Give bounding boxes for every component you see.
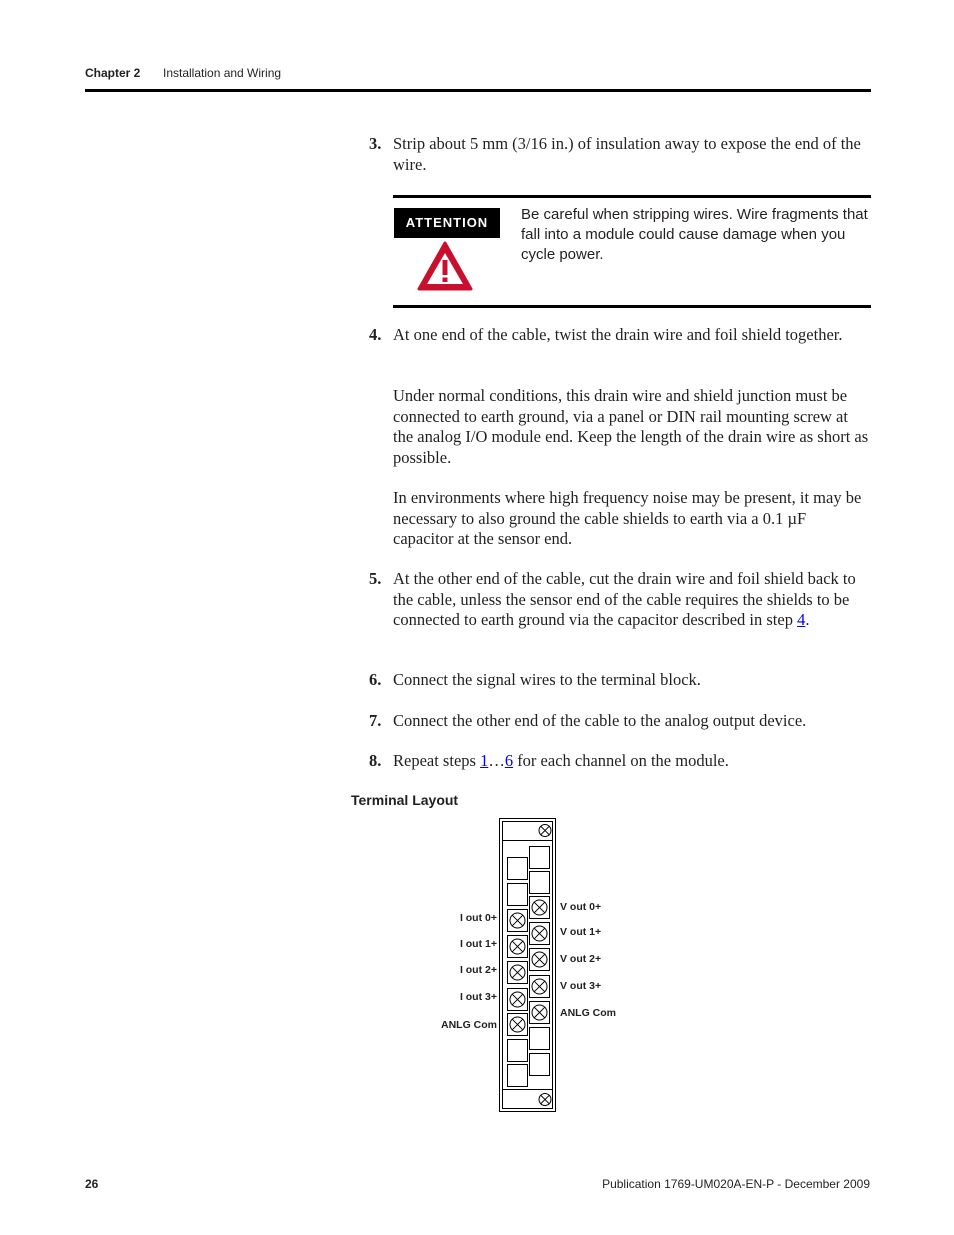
terminal-label-right: V out 2+ — [560, 953, 602, 965]
attention-text: Be careful when stripping wires. Wire fragments that fall into a module could cause damage when you cycle power. — [521, 206, 868, 263]
bottom-screw-icon — [539, 1094, 551, 1106]
terminal-label-right: ANLG Com — [560, 1007, 616, 1019]
terminal-screw-i-out-0 — [508, 910, 528, 932]
empty-terminal-slot — [530, 847, 550, 869]
step-text-part: … — [488, 751, 505, 770]
terminal-label-right: V out 0+ — [560, 901, 602, 913]
attention-badge: ATTENTION — [394, 208, 500, 238]
step-6 — [369, 670, 869, 691]
terminal-label-right: V out 1+ — [560, 926, 602, 938]
terminal-screw-i-out-2 — [508, 962, 528, 984]
step-number: 7. — [369, 711, 382, 730]
step-number: 6. — [369, 670, 382, 689]
empty-terminal-slot — [508, 1065, 528, 1087]
terminal-label-right: V out 3+ — [560, 980, 602, 992]
step-number: 3. — [369, 134, 382, 153]
terminal-label-left: I out 3+ — [459, 991, 497, 1003]
step-4-link[interactable]: 4 — [797, 610, 806, 629]
step-text: At one end of the cable, twist the drain wire and foil shield together. — [393, 325, 843, 344]
warning-triangle-icon — [416, 240, 474, 292]
step-number: 8. — [369, 751, 382, 770]
top-screw-icon — [539, 825, 551, 837]
terminal-block-outline — [500, 819, 556, 1112]
step-text: Connect the other end of the cable to the analog output device. — [393, 711, 807, 730]
terminal-screw-v-out-2 — [530, 949, 550, 971]
step-7 — [369, 711, 869, 732]
step-3 — [369, 134, 869, 175]
terminal-label-left: I out 0+ — [459, 912, 497, 924]
terminal-screw-i-out-1 — [508, 936, 528, 958]
terminal-layout-title: Terminal Layout — [351, 792, 459, 808]
step-6-link[interactable]: 6 — [504, 751, 514, 770]
step-number: 4. — [369, 325, 382, 344]
step-8 — [369, 751, 869, 772]
step-5 — [369, 569, 869, 631]
terminal-screw-v-out-3 — [530, 976, 550, 998]
terminal-screw-v-out-0 — [530, 897, 550, 919]
chapter-title: Installation and Wiring — [163, 66, 282, 80]
empty-terminal-slot — [530, 1054, 550, 1076]
empty-terminal-slot — [508, 884, 528, 906]
step-text: Connect the signal wires to the terminal block. — [393, 670, 701, 689]
step-4 — [369, 325, 869, 346]
step-number: 5. — [369, 569, 382, 588]
terminal-label-left: ANLG Com — [441, 1019, 497, 1031]
empty-terminal-slot — [530, 872, 550, 894]
terminal-label-left: I out 1+ — [459, 938, 497, 950]
chapter-label: Chapter 2 — [85, 66, 141, 80]
step-4-paragraph-2: In environments where high frequency noise may be present, it may be necessary to also ground the cable shields to earth via a 0.1 µF capacitor at the sensor end. — [393, 488, 862, 548]
publication-info: Publication 1769-UM020A-EN-P - December 2009 — [602, 1177, 870, 1191]
terminal-screw-anlg-com-right — [530, 1002, 550, 1024]
page-number: 26 — [85, 1177, 99, 1191]
terminal-screw-v-out-1 — [530, 923, 550, 945]
step-text — [393, 569, 869, 631]
step-text-part: . — [805, 610, 810, 629]
empty-terminal-slot — [530, 1028, 550, 1050]
header-rule — [85, 89, 871, 92]
terminal-screw-anlg-com-left — [508, 1014, 528, 1036]
attention-bottom-rule — [393, 305, 871, 308]
terminal-label-left: I out 2+ — [459, 964, 497, 976]
step-1-link[interactable]: 1 — [480, 751, 489, 770]
step-text: Strip about 5 mm (3/16 in.) of insulation away to expose the end of the wire. — [393, 134, 861, 174]
step-text-part: Repeat steps — [393, 751, 481, 770]
running-header — [85, 66, 282, 80]
empty-terminal-slot — [508, 1040, 528, 1062]
attention-top-rule — [393, 195, 871, 198]
step-text-part: for each channel on the module. — [513, 751, 729, 770]
empty-terminal-slot — [508, 858, 528, 880]
step-text-part: At the other end of the cable, cut the drain wire and foil shield back to the cable, unless the sensor end of the cable requires the shields to be connected to earth ground via the capacitor described in step — [393, 569, 856, 629]
terminal-screw-i-out-3 — [508, 989, 528, 1011]
step-text — [393, 751, 869, 772]
step-4-paragraph-1: Under normal conditions, this drain wire and shield junction must be connected to earth ground, via a panel or DIN rail mounting screw at the analog I/O module end. Keep the length of the drain wire as short as possible. — [393, 386, 869, 467]
